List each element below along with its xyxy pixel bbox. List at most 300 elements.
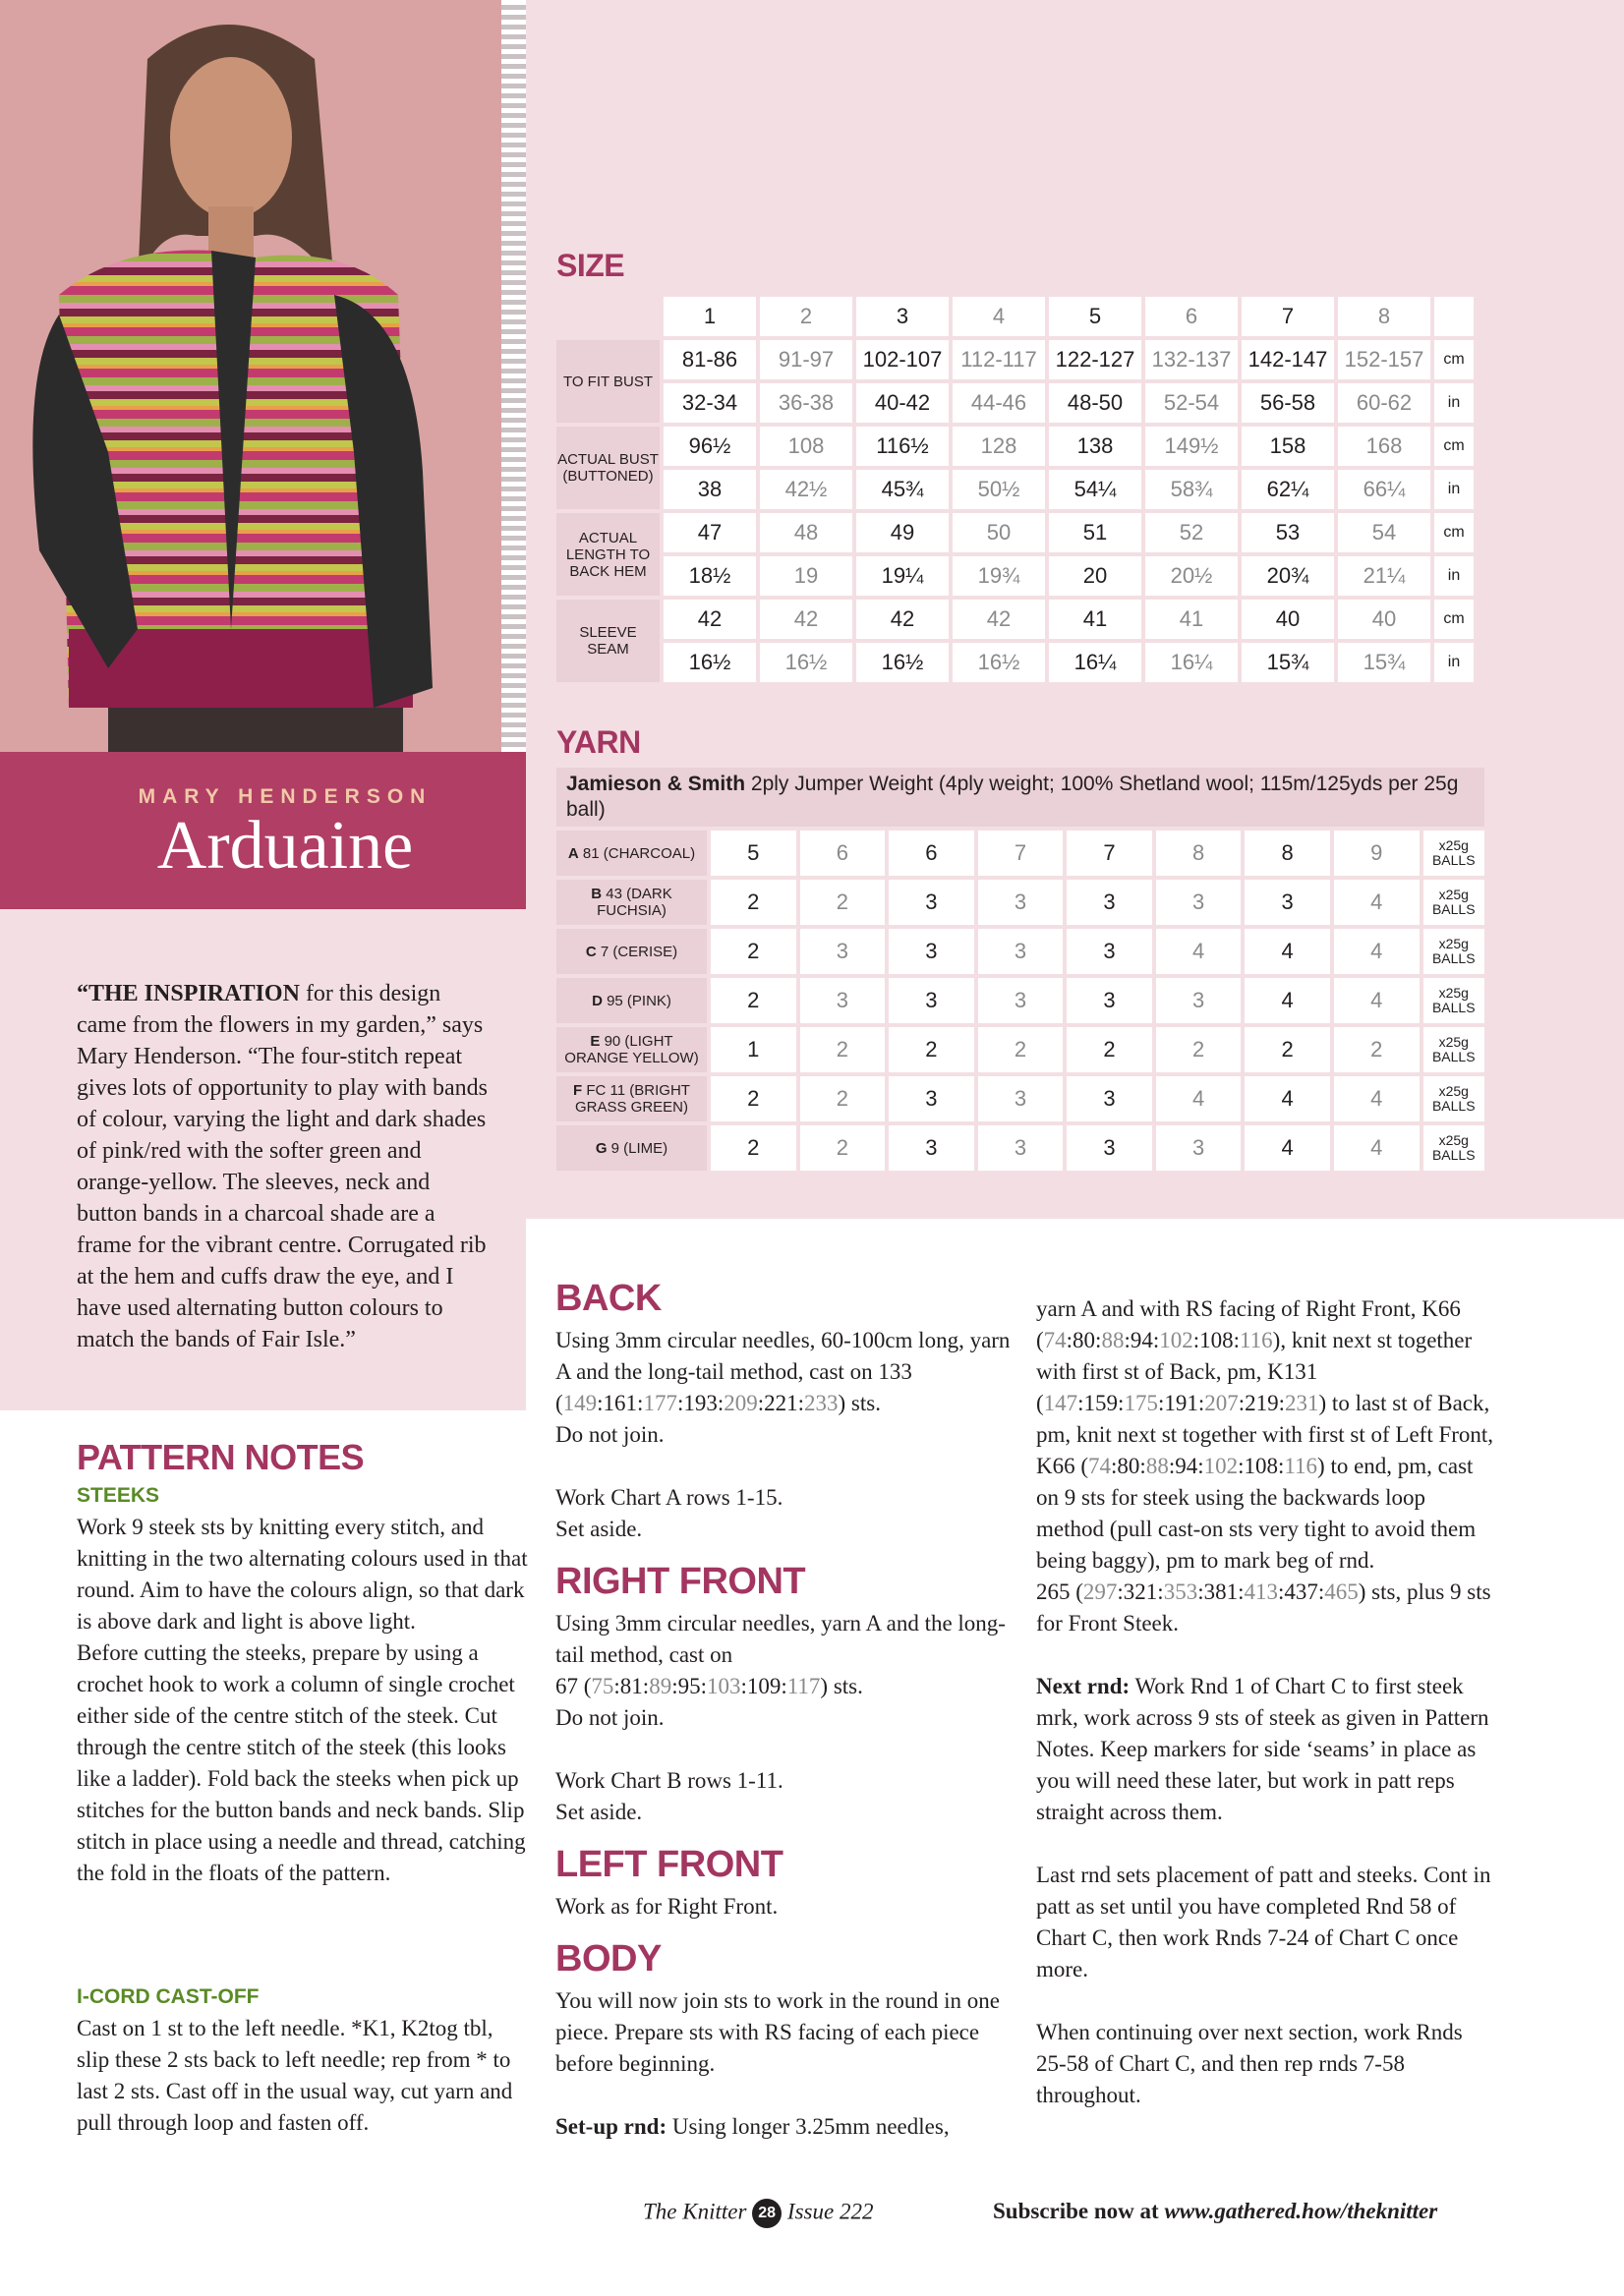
size-value: 19¾: [953, 556, 1045, 596]
stitch-count: 74: [1043, 1328, 1067, 1352]
yarn-colour-label: [556, 1076, 707, 1121]
yarn-code: E: [590, 1033, 601, 1050]
yarn-balls: 3: [978, 880, 1064, 925]
size-value: 58¾: [1145, 470, 1238, 509]
yarn-balls: 7: [1067, 831, 1152, 876]
yarn-unit-bottom: BALLS: [1431, 1049, 1476, 1064]
size-value: 40: [1242, 600, 1334, 639]
size-value: 96½: [664, 427, 756, 466]
next-round: [1036, 1671, 1498, 1828]
yarn-balls: 3: [889, 929, 974, 974]
col3-paragraph-5: When continuing over next section, work Rnds 25-58 of Chart C, and then rep rnds 7-58 throughout.: [1036, 2020, 1463, 2107]
size-value: 16¼: [1145, 643, 1238, 682]
steeks-paragraph-2: Before cutting the steeks, prepare by using a crochet hook to work a column of single crochet either side of the centre stitch of the steek. Cut through the centre stitch of the steek (this looks like a ladder). Fold back the steeks when pick up stitches for the button bands and neck bands. Slip stitch in place using a needle and thread, catching the fold in the floats of the pattern.: [77, 1640, 526, 1885]
size-row-label: ACTUAL LENGTH TO BACK HEM: [556, 513, 660, 596]
back-p1a: Using 3mm circular needles, 60-100cm long, yarn A and the long-tail method, cast on 133 (: [555, 1328, 1011, 1415]
stitch-count: :219:: [1238, 1391, 1286, 1415]
yarn-colour-label: [556, 929, 707, 974]
yarn-unit-top: x25g: [1438, 1083, 1469, 1099]
yarn-balls: 2: [711, 929, 796, 974]
yarn-unit-top: x25g: [1438, 837, 1469, 853]
yarn-unit-top: x25g: [1438, 936, 1469, 951]
yarn-balls: 3: [1067, 880, 1152, 925]
steeks-heading: STEEKS: [77, 1484, 160, 1507]
size-number: 7: [1242, 297, 1334, 336]
size-value: 48: [760, 513, 852, 552]
model-illustration: [0, 0, 526, 752]
yarn-code: G: [595, 1139, 608, 1157]
yarn-balls: 3: [1067, 1125, 1152, 1171]
stitch-count: 116: [1284, 1454, 1318, 1478]
yarn-balls: 2: [800, 1125, 886, 1171]
yarn-row: [556, 978, 1484, 1023]
size-number: 5: [1049, 297, 1141, 336]
yarn-balls: 4: [1334, 929, 1420, 974]
size-corner: [556, 297, 660, 336]
size-value: 38: [664, 470, 756, 509]
setup-label: Set-up rnd:: [555, 2114, 667, 2139]
size-value: 19: [760, 556, 852, 596]
size-value: 128: [953, 427, 1045, 466]
size-value: 54: [1338, 513, 1430, 552]
size-header-row: [556, 297, 1474, 336]
yarn-unit: [1423, 978, 1485, 1023]
yarn-colour-name: 7 (CERISE): [596, 943, 678, 960]
yarn-unit-top: x25g: [1438, 1034, 1469, 1050]
size-unit: cm: [1434, 340, 1474, 379]
magazine-name: The Knitter: [643, 2199, 747, 2224]
stitch-count: 102: [1159, 1328, 1193, 1352]
yarn-balls: 2: [711, 1076, 796, 1121]
stitch-count: :321:: [1117, 1579, 1164, 1604]
col3-text: 265 (: [1036, 1579, 1083, 1604]
yarn-code: D: [592, 992, 603, 1009]
stitch-count: :108:: [1238, 1454, 1285, 1478]
size-value: 20½: [1145, 556, 1238, 596]
size-value: 52-54: [1145, 383, 1238, 423]
stitch-count: :81:: [613, 1674, 650, 1698]
footer-subscribe: [993, 2199, 1437, 2224]
yarn-balls: 4: [1156, 929, 1242, 974]
col3-paragraph-2: [1036, 1577, 1498, 1639]
size-value: 60-62: [1338, 383, 1430, 423]
yarn-unit: [1423, 1125, 1485, 1171]
stitch-count: 149: [562, 1391, 598, 1415]
size-value: 48-50: [1049, 383, 1141, 423]
size-row-label: ACTUAL BUST (BUTTONED): [556, 427, 660, 509]
body-continued-text: [1036, 1293, 1498, 2111]
yarn-unit-top: x25g: [1438, 1132, 1469, 1148]
yarn-balls: 2: [1156, 1027, 1242, 1072]
right-front-heading: RIGHT FRONT: [555, 1561, 806, 1602]
model-photo: [0, 0, 526, 752]
size-value: 102-107: [856, 340, 949, 379]
setup-round: [555, 2111, 1013, 2143]
yarn-unit-bottom: BALLS: [1431, 1098, 1476, 1114]
yarn-balls: 3: [1067, 978, 1152, 1023]
body-heading: BODY: [555, 1938, 662, 1980]
yarn-balls: 2: [711, 880, 796, 925]
size-value: 16½: [664, 643, 756, 682]
setup-text: Using longer 3.25mm needles,: [667, 2114, 950, 2139]
stitch-count: 88: [1145, 1454, 1169, 1478]
quote-text: for this design came from the flowers in my garden,” says Mary Henderson. “The four-stitch repeat gives lots of opportunity to play with bands of colour, varying the light and dark shades of pink/red with the softer green and orange-yellow. The sleeves, neck and button bands in a charcoal shade are a frame for the vibrant centre. Corrugated rib at the hem and cuffs draw the eye, and I have used alternating button colours to match the bands of Fair Isle.”: [77, 981, 488, 1352]
yarn-balls: 2: [711, 978, 796, 1023]
yarn-unit-bottom: BALLS: [1431, 1147, 1476, 1163]
rf-paragraph-1d: Do not join.: [555, 1705, 665, 1730]
size-value: 168: [1338, 427, 1430, 466]
yarn-unit-bottom: BALLS: [1431, 852, 1476, 868]
size-unit: cm: [1434, 513, 1474, 552]
size-value: 45¾: [856, 470, 949, 509]
right-front-text: [555, 1608, 1013, 1828]
stitch-count: :94:: [1168, 1454, 1204, 1478]
yarn-balls: 3: [978, 929, 1064, 974]
size-row: [556, 340, 1474, 379]
yarn-balls: 3: [978, 1125, 1064, 1171]
col3-text: yarn A and with RS facing of Right Front, K66 (: [1036, 1296, 1461, 1352]
yarn-balls: 3: [1156, 880, 1242, 925]
yarn-row: [556, 929, 1484, 974]
yarn-heading: YARN: [556, 724, 641, 760]
size-value: 15¾: [1338, 643, 1430, 682]
yarn-balls: 3: [889, 978, 974, 1023]
yarn-unit-top: x25g: [1438, 887, 1469, 902]
stitch-count: :80:: [1111, 1454, 1146, 1478]
stitch-count: :159:: [1077, 1391, 1125, 1415]
yarn-description: [556, 768, 1484, 827]
yarn-balls: 4: [1334, 1125, 1420, 1171]
size-value: 44-46: [953, 383, 1045, 423]
yarn-colour-name: 9 (LIME): [607, 1139, 668, 1157]
yarn-balls: 4: [1245, 1125, 1330, 1171]
stitch-count: :161:: [597, 1391, 644, 1415]
yarn-colour-label: [556, 880, 707, 925]
size-table: [552, 293, 1478, 686]
size-value: 36-38: [760, 383, 852, 423]
yarn-balls: 4: [1334, 978, 1420, 1023]
size-value: 50½: [953, 470, 1045, 509]
steeks-text: [77, 1512, 529, 1889]
yarn-unit: [1423, 1076, 1485, 1121]
size-value: 62¼: [1242, 470, 1334, 509]
body-text: [555, 1985, 1013, 2143]
stitch-count: 75: [591, 1674, 614, 1698]
yarn-colour-label: [556, 978, 707, 1023]
yarn-row: [556, 880, 1484, 925]
yarn-balls: 4: [1156, 1076, 1242, 1121]
size-unit: in: [1434, 556, 1474, 596]
yarn-unit: [1423, 929, 1485, 974]
yarn-code: A: [567, 844, 579, 862]
stitch-count: 413: [1244, 1579, 1278, 1604]
yarn-balls: 3: [1156, 1125, 1242, 1171]
back-heading: BACK: [555, 1278, 662, 1319]
size-value: 50: [953, 513, 1045, 552]
stitch-count: :108:: [1192, 1328, 1241, 1352]
col3-text: ) sts, plus 9 sts for Front Steek.: [1036, 1579, 1491, 1636]
inspiration-quote: [77, 978, 494, 1355]
designer-name: MARY HENDERSON: [138, 785, 433, 808]
yarn-colour-name: 90 (LIGHT ORANGE YELLOW): [564, 1033, 699, 1066]
stitch-count: 207: [1204, 1391, 1239, 1415]
stitch-count: 147: [1043, 1391, 1078, 1415]
stitch-count: 209: [724, 1391, 758, 1415]
yarn-unit-bottom: BALLS: [1431, 950, 1476, 966]
yarn-balls: 4: [1334, 880, 1420, 925]
size-value: 51: [1049, 513, 1141, 552]
size-value: 81-86: [664, 340, 756, 379]
size-number: 3: [856, 297, 949, 336]
size-row-label: SLEEVE SEAM: [556, 600, 660, 682]
size-value: 66¼: [1338, 470, 1430, 509]
size-value: 42: [953, 600, 1045, 639]
yarn-unit-bottom: BALLS: [1431, 901, 1476, 917]
yarn-balls: 2: [1245, 1027, 1330, 1072]
size-unit: in: [1434, 470, 1474, 509]
size-value: 142-147: [1242, 340, 1334, 379]
yarn-balls: 3: [1245, 880, 1330, 925]
yarn-balls: 3: [978, 1076, 1064, 1121]
yarn-balls: 3: [1067, 1076, 1152, 1121]
size-value: 49: [856, 513, 949, 552]
rf-paragraph-3: Set aside.: [555, 1800, 643, 1824]
size-value: 152-157: [1338, 340, 1430, 379]
back-paragraph-2: Work Chart A rows 1-15.: [555, 1485, 783, 1510]
subscribe-text: Subscribe now at: [993, 2199, 1165, 2223]
body-paragraph-1: You will now join sts to work in the round in one piece. Prepare sts with RS facing of each piece before beginning.: [555, 1988, 1000, 2076]
size-number: 1: [664, 297, 756, 336]
stitch-count: :221:: [757, 1391, 805, 1415]
yarn-balls: 2: [978, 1027, 1064, 1072]
size-unit: cm: [1434, 600, 1474, 639]
stitch-count: :80:: [1066, 1328, 1102, 1352]
size-value: 42½: [760, 470, 852, 509]
yarn-balls: 3: [889, 1125, 974, 1171]
size-row: [556, 427, 1474, 466]
yarn-code: F: [573, 1082, 583, 1099]
yarn-balls: 3: [800, 978, 886, 1023]
yarn-balls: 3: [889, 1076, 974, 1121]
size-number: 6: [1145, 297, 1238, 336]
yarn-colour-name: 43 (DARK FUCHSIA): [597, 886, 672, 919]
yarn-colour-label: [556, 831, 707, 876]
yarn-unit-top: x25g: [1438, 985, 1469, 1001]
stitch-count: 231: [1285, 1391, 1319, 1415]
size-value: 41: [1145, 600, 1238, 639]
page-number: 28: [752, 2199, 782, 2228]
yarn-colour-name: 95 (PINK): [602, 992, 671, 1009]
left-front-text: Work as for Right Front.: [555, 1894, 779, 1919]
stitch-count: 175: [1124, 1391, 1158, 1415]
size-unit: cm: [1434, 427, 1474, 466]
size-value: 15¾: [1242, 643, 1334, 682]
yarn-desc: 2ply Jumper Weight (4ply weight; 100% Shetland wool; 115m/125yds per 25g ball): [566, 773, 1459, 821]
issue-number: Issue 222: [786, 2199, 874, 2224]
left-front-heading: LEFT FRONT: [555, 1844, 783, 1885]
yarn-balls: 2: [800, 880, 886, 925]
yarn-balls: 9: [1334, 831, 1420, 876]
size-value: 41: [1049, 600, 1141, 639]
back-paragraph-3: Set aside.: [555, 1517, 643, 1541]
size-row: [556, 470, 1474, 509]
pattern-notes-heading: PATTERN NOTES: [77, 1437, 365, 1477]
yarn-row: [556, 1027, 1484, 1072]
size-number: 4: [953, 297, 1045, 336]
stitch-count: 233: [804, 1391, 839, 1415]
yarn-balls: 6: [889, 831, 974, 876]
back-p1b: ) sts.: [838, 1391, 881, 1415]
size-unit-blank: [1434, 297, 1474, 336]
yarn-colour-label: [556, 1027, 707, 1072]
yarn-balls: 2: [1067, 1027, 1152, 1072]
col3-text: ) to last st of Back, pm, knit next st together with first st of Left Front, K66 (: [1036, 1391, 1494, 1478]
yarn-table: [552, 764, 1488, 1175]
yarn-code: B: [591, 886, 603, 902]
yarn-balls: 3: [978, 978, 1064, 1023]
stitch-count: :95:: [671, 1674, 707, 1698]
size-value: 138: [1049, 427, 1141, 466]
yarn-colour-name: FC 11 (BRIGHT GRASS GREEN): [574, 1082, 690, 1116]
yarn-balls: 2: [800, 1076, 886, 1121]
stitch-count: 353: [1163, 1579, 1198, 1604]
stitch-count: :94:: [1124, 1328, 1160, 1352]
size-row: [556, 600, 1474, 639]
icord-text: Cast on 1 st to the left needle. *K1, K2tog tbl, slip these 2 sts back to left needle; rep from * to last 2 sts. Cast off in the usual way, cut yarn and pull through loop and fasten off.: [77, 2016, 513, 2135]
stitch-count: 297: [1082, 1579, 1118, 1604]
rf-paragraph-1: Using 3mm circular needles, yarn A and the long-tail method, cast on: [555, 1611, 1006, 1667]
size-value: 53: [1242, 513, 1334, 552]
size-row: [556, 556, 1474, 596]
yarn-balls: 7: [978, 831, 1064, 876]
stitch-count: :437:: [1277, 1579, 1325, 1604]
size-value: 16½: [856, 643, 949, 682]
stitch-count: :193:: [676, 1391, 725, 1415]
next-text: Work Rnd 1 of Chart C to first steek mrk, work across 9 sts of steek as given in Pattern Notes. Keep markers for side ‘seams’ in place as you will need these later, but work in patt reps straight across them.: [1036, 1674, 1489, 1824]
size-value: 56-58: [1242, 383, 1334, 423]
quote-lead: “THE INSPIRATION: [77, 981, 300, 1006]
yarn-balls: 4: [1245, 1076, 1330, 1121]
yarn-balls: 6: [800, 831, 886, 876]
yarn-balls: 1: [711, 1027, 796, 1072]
rf-count-end: ) sts.: [820, 1674, 863, 1698]
footer-issue: [643, 2199, 873, 2228]
size-value: 91-97: [760, 340, 852, 379]
size-value: 18½: [664, 556, 756, 596]
yarn-balls: 3: [1156, 978, 1242, 1023]
size-value: 52: [1145, 513, 1238, 552]
yarn-code: C: [585, 943, 597, 960]
stitch-count: 89: [649, 1674, 672, 1698]
yarn-row: [556, 1125, 1484, 1171]
size-value: 40-42: [856, 383, 949, 423]
yarn-balls: 3: [889, 880, 974, 925]
size-number: 8: [1338, 297, 1430, 336]
size-value: 42: [664, 600, 756, 639]
yarn-balls: 4: [1245, 929, 1330, 974]
col3-paragraph-1: [1036, 1293, 1498, 1577]
size-value: 16½: [953, 643, 1045, 682]
size-value: 20: [1049, 556, 1141, 596]
yarn-row: [556, 831, 1484, 876]
yarn-unit: [1423, 831, 1485, 876]
yarn-balls: 2: [800, 1027, 886, 1072]
stitch-count: 465: [1324, 1579, 1359, 1604]
stitch-count: 74: [1088, 1454, 1112, 1478]
yarn-unit-bottom: BALLS: [1431, 1000, 1476, 1015]
yarn-unit: [1423, 880, 1485, 925]
size-value: 40: [1338, 600, 1430, 639]
size-value: 16½: [760, 643, 852, 682]
yarn-colour-label: [556, 1125, 707, 1171]
size-value: 47: [664, 513, 756, 552]
yarn-row: [556, 1076, 1484, 1121]
stitch-count: :191:: [1157, 1391, 1205, 1415]
size-unit: in: [1434, 383, 1474, 423]
back-paragraph-1c: Do not join.: [555, 1422, 665, 1447]
rf-paragraph-1b: [555, 1671, 1013, 1702]
rf-paragraph-2: Work Chart B rows 1-11.: [555, 1768, 783, 1793]
yarn-balls: 4: [1245, 978, 1330, 1023]
back-paragraph-1: [555, 1325, 1013, 1419]
yarn-balls: 4: [1334, 1076, 1420, 1121]
size-value: 21¼: [1338, 556, 1430, 596]
size-row: [556, 513, 1474, 552]
size-value: 158: [1242, 427, 1334, 466]
size-value: 32-34: [664, 383, 756, 423]
size-number: 2: [760, 297, 852, 336]
size-row: [556, 643, 1474, 682]
size-value: 149½: [1145, 427, 1238, 466]
size-value: 116½: [856, 427, 949, 466]
stitch-count: :381:: [1197, 1579, 1245, 1604]
size-value: 42: [760, 600, 852, 639]
pattern-title: Arduaine: [156, 808, 414, 884]
stitch-count: 116: [1240, 1328, 1273, 1352]
yarn-balls: 3: [800, 929, 886, 974]
size-value: 112-117: [953, 340, 1045, 379]
stitch-count: 88: [1101, 1328, 1125, 1352]
size-heading: SIZE: [556, 248, 625, 283]
size-value: 132-137: [1145, 340, 1238, 379]
stitch-count: 102: [1203, 1454, 1239, 1478]
back-text: [555, 1325, 1013, 1545]
col3-text: ), knit next st together with first st of Back, pm, K131 (: [1036, 1328, 1473, 1415]
yarn-colour-name: 81 (CHARCOAL): [578, 844, 696, 862]
size-value: 54¼: [1049, 470, 1141, 509]
yarn-unit: [1423, 1027, 1485, 1072]
yarn-balls: 5: [711, 831, 796, 876]
size-unit: in: [1434, 643, 1474, 682]
stitch-count: :109:: [740, 1674, 787, 1698]
steeks-paragraph-1: Work 9 steek sts by knitting every stitch, and knitting in the two alternating colours used in that round. Aim to have the colours align, so that dark is above dark and light is above light.: [77, 1515, 528, 1634]
rf-count: 67 (: [555, 1674, 592, 1698]
col3-paragraph-4: Last rnd sets placement of patt and steeks. Cont in patt as set until you have completed Rnd 58 of Chart C, then work Rnds 7-24 of Chart C once more.: [1036, 1863, 1491, 1981]
yarn-balls: 2: [1334, 1027, 1420, 1072]
size-value: 16¼: [1049, 643, 1141, 682]
col3-text: ) to end, pm, cast on 9 sts for steek using the backwards loop method (pull cast-on sts very tight to avoid them being baggy), pm to mark beg of rnd.: [1036, 1454, 1477, 1573]
size-value: 108: [760, 427, 852, 466]
yarn-balls: 2: [889, 1027, 974, 1072]
size-row-label: TO FIT BUST: [556, 340, 660, 423]
size-value: 42: [856, 600, 949, 639]
yarn-balls: 8: [1245, 831, 1330, 876]
size-row: [556, 383, 1474, 423]
stitch-count: 103: [706, 1674, 741, 1698]
size-value: 122-127: [1049, 340, 1141, 379]
yarn-brand: Jamieson & Smith: [566, 773, 746, 795]
subscribe-link[interactable]: www.gathered.how/theknitter: [1164, 2199, 1438, 2223]
